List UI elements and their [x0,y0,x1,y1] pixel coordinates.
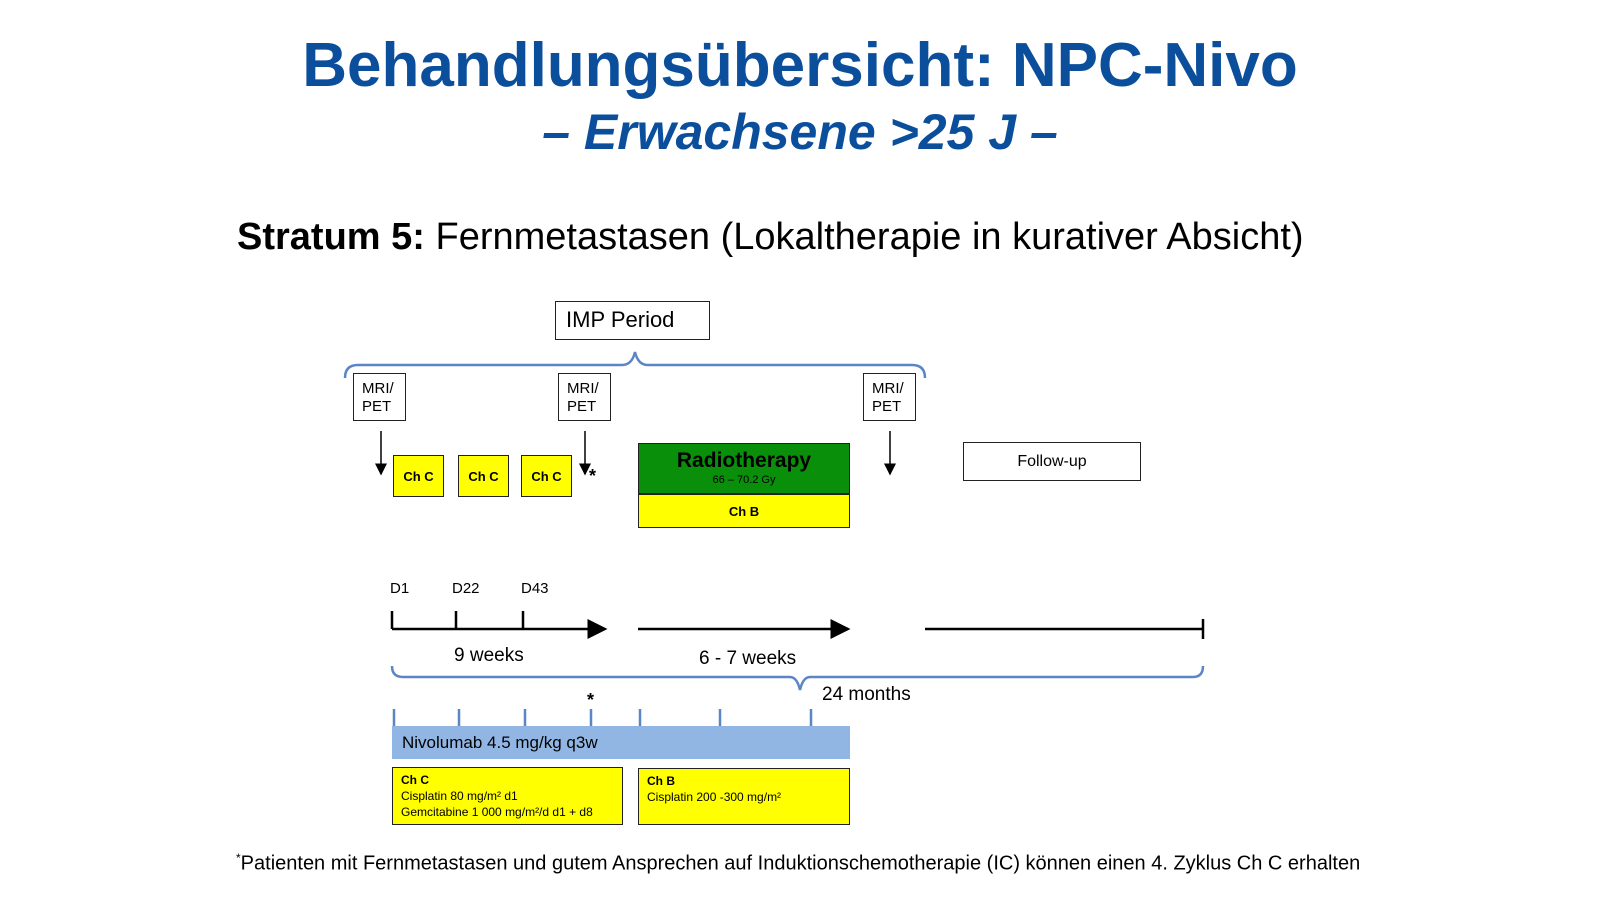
chc-cycle-1: Ch C [393,455,444,497]
stratum-text: Fernmetastasen (Lokaltherapie in kurativer Absicht) [424,216,1304,258]
footnote-mark: * [236,851,241,865]
mri-pet-box-2: MRI/ PET [558,373,611,421]
nivolumab-dose-ticks [394,709,811,726]
imp-brace [345,352,925,378]
duration-total: 24 months [822,684,911,705]
chb-detail-head: Ch B [647,774,675,788]
asterisk-mark-nivo: * [587,690,595,710]
mri-pet-box-1: MRI/ PET [353,373,406,421]
chc-detail-line1: Cisplatin 80 mg/m² d1 [401,789,518,803]
chc-detail-head: Ch C [401,773,429,787]
page-subtitle: – Erwachsene >25 J – [542,104,1058,160]
chc-cycle-3: Ch C [521,455,572,497]
follow-up-box: Follow-up [963,442,1141,481]
chb-detail-box [638,768,850,825]
chc-cycle-2: Ch C [458,455,509,497]
stratum-label: Stratum 5: [237,216,425,258]
radiotherapy-dose: 66 – 70.2 Gy [712,474,776,486]
chb-detail-line1: Cisplatin 200 -300 mg/m² [647,790,782,804]
imp-period-box: IMP Period [555,301,710,340]
asterisk-mark: * [589,466,597,486]
footnote-text: Patienten mit Fernmetastasen und gutem Ansprechen auf Induktionschemotherapie (IC) können einen 4. Zyklus Ch C erhalten [240,852,1361,875]
day-label-d43: D43 [521,580,549,597]
day-label-d22: D22 [452,580,480,597]
radiotherapy-box [638,443,850,494]
radiotherapy-title: Radiotherapy [676,449,812,472]
footnote [236,851,1360,876]
chb-box: Ch B [638,494,850,528]
day-label-d1: D1 [390,580,410,597]
mri-pet-box-3: MRI/ PET [863,373,916,421]
duration-induction: 9 weeks [454,645,524,666]
duration-radio: 6 - 7 weeks [699,648,797,669]
chc-detail-box [392,767,623,825]
chc-detail-line2: Gemcitabine 1 000 mg/m²/d d1 + d8 [401,805,593,819]
months-brace [392,666,1203,690]
nivolumab-bar: Nivolumab 4.5 mg/kg q3w [392,726,850,759]
page-title: Behandlungsübersicht: NPC-Nivo [302,31,1298,100]
